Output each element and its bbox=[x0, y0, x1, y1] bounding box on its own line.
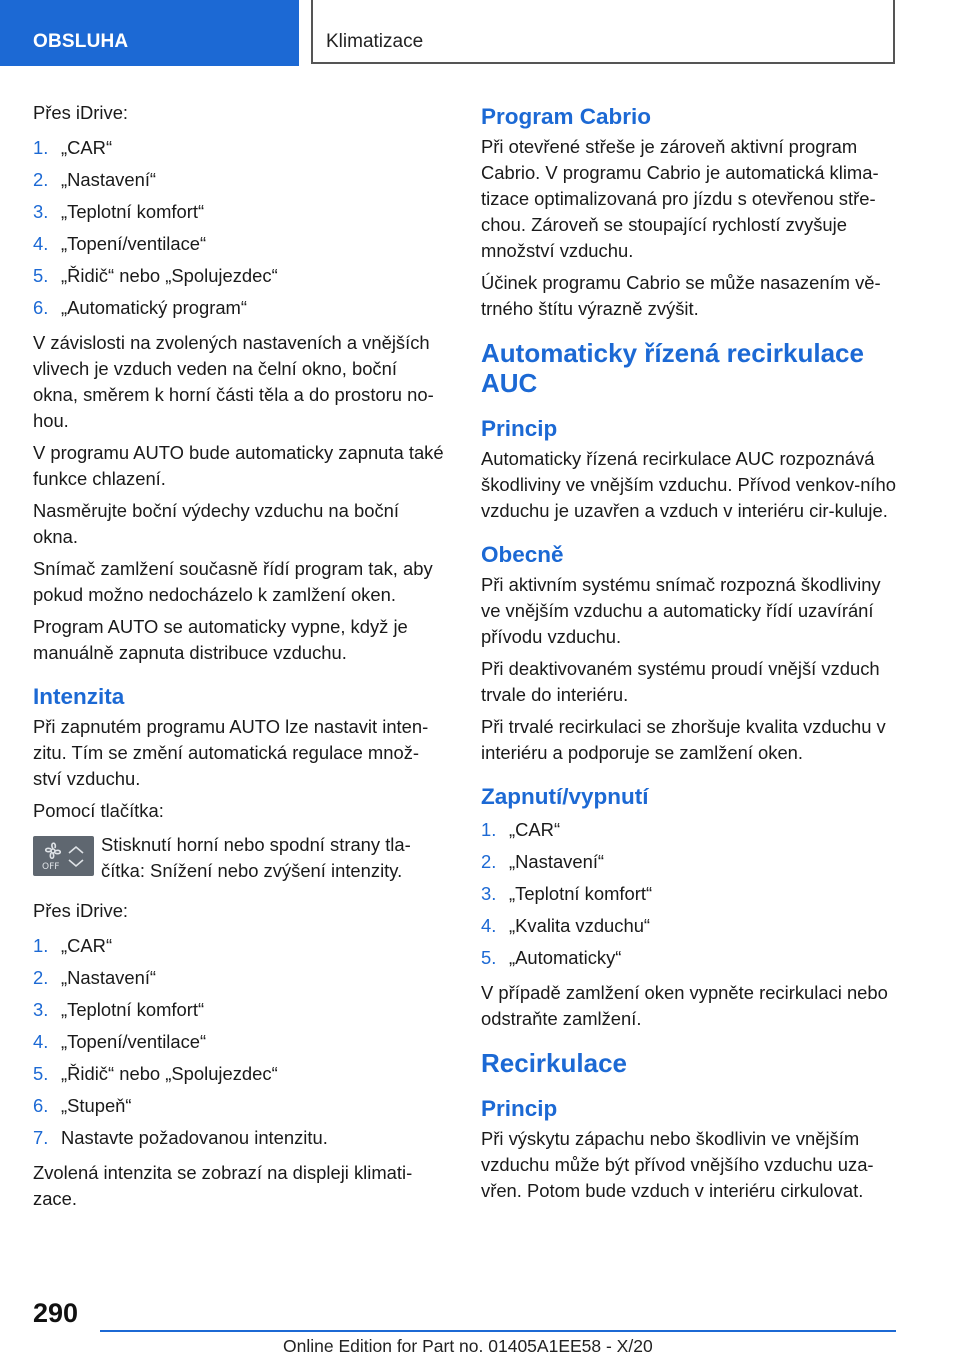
section-tab: OBSLUHA bbox=[0, 0, 299, 66]
paragraph: Automaticky řízená recirkulace AUC rozpoznává škodliviny ve vnějším vzduchu. Přívod venkov-ního vzduchu je uzavřen a vzduch v interiéru cir-kuluje. bbox=[481, 448, 897, 521]
paragraph: V případě zamlžení oken vypněte recirkulaci nebo odstraňte zamlžení. bbox=[481, 982, 888, 1029]
list-item: 3. „Teplotní komfort“ bbox=[33, 201, 205, 222]
paragraph: Při výskytu zápachu nebo škodlivin ve vnějším vzduchu může být přívod vnějšího vzduchu uza-vřen. Potom bude vzduch v interiéru cirkulovat. bbox=[481, 1128, 874, 1201]
button-description-text: Stisknutí horní nebo spodní strany tla-čítka: Snížení nebo zvýšení intenzity. bbox=[101, 834, 411, 881]
idrive-intro: Přes iDrive: bbox=[33, 102, 129, 123]
list-item: 1. „CAR“ bbox=[481, 819, 561, 840]
button-description bbox=[33, 832, 447, 884]
idrive-intro: Přes iDrive: bbox=[33, 900, 129, 921]
steps-list-auc bbox=[481, 814, 896, 974]
right-column bbox=[481, 100, 896, 1210]
list-item: 2. „Nastavení“ bbox=[481, 851, 605, 872]
paragraph: Při trvalé recirkulaci se zhoršuje kvalita vzduchu v interiéru a podporuje se zamlžení oken. bbox=[481, 716, 886, 763]
list-item: 3. „Teplotní komfort“ bbox=[33, 999, 205, 1020]
paragraph: Při deaktivovaném systému proudí vnější vzduch trvale do interiéru. bbox=[481, 658, 880, 705]
list-item: 2. „Nastavení“ bbox=[33, 169, 157, 190]
heading-intensity: Intenzita bbox=[33, 684, 125, 709]
paragraph: Nasměrujte boční výdechy vzduchu na boční okna. bbox=[33, 500, 399, 547]
list-item: 6. „Stupeň“ bbox=[33, 1095, 132, 1116]
paragraph: Pomocí tlačítka: bbox=[33, 800, 164, 821]
list-item: 1. „CAR“ bbox=[33, 935, 113, 956]
steps-list-auto bbox=[33, 132, 447, 324]
paragraph: Při aktivním systému snímač rozpozná škodliviny ve vnějším vzduchu a automaticky řídí uzavírání přívodu vzduchu. bbox=[481, 574, 881, 647]
paragraph: Snímač zamlžení současně řídí program tak, aby pokud možno nedocházelo k zamlžení oken. bbox=[33, 558, 433, 605]
heading-obecne: Obecně bbox=[481, 542, 564, 567]
edition-note: Online Edition for Part no. 01405A1EE58 - X/20 bbox=[283, 1336, 653, 1356]
list-item: 5. „Řidič“ nebo „Spolujezdec“ bbox=[33, 1063, 278, 1084]
list-item: 4. „Topení/ventilace“ bbox=[33, 233, 207, 254]
footer-divider bbox=[100, 1330, 896, 1332]
heading-recirkulace: Recirkulace bbox=[481, 1048, 627, 1078]
paragraph: V závislosti na zvolených nastaveních a vnějších vlivech je vzduch veden na čelní okno, boční okna, směrem k horní části těla a do prostoru no-hou. bbox=[33, 332, 434, 431]
heading-zapnuti: Zapnutí/vypnutí bbox=[481, 784, 649, 809]
heading-auc: Automaticky řízená recirkulace AUC bbox=[481, 338, 864, 398]
chapter-title: Klimatizace bbox=[311, 0, 895, 64]
list-item: 5. „Automaticky“ bbox=[481, 947, 622, 968]
heading-cabrio: Program Cabrio bbox=[481, 104, 652, 129]
page-number: 290 bbox=[33, 1298, 79, 1328]
svg-text:OFF: OFF bbox=[42, 862, 60, 872]
list-item: 2. „Nastavení“ bbox=[33, 967, 157, 988]
paragraph: Při otevřené střeše je zároveň aktivní program Cabrio. V programu Cabrio je automatická klima-tizace optimalizovaná pro jízdu s otevřenou stře-chou. Zároveň se stoupající rychlostí zvyšuje množství vzduchu. bbox=[481, 136, 879, 261]
paragraph: V programu AUTO bude automaticky zapnuta také funkce chlazení. bbox=[33, 442, 444, 489]
paragraph: Účinek programu Cabrio se může nasazením vě-trného štítu výrazně zvýšit. bbox=[481, 272, 881, 319]
list-item: 3. „Teplotní komfort“ bbox=[481, 883, 653, 904]
paragraph: Program AUTO se automaticky vypne, když je manuálně zapnuta distribuce vzduchu. bbox=[33, 616, 408, 663]
fan-button-icon bbox=[33, 836, 94, 876]
list-item: 4. „Topení/ventilace“ bbox=[33, 1031, 207, 1052]
heading-princip: Princip bbox=[481, 416, 558, 441]
list-item: 6. „Automatický program“ bbox=[33, 297, 247, 318]
list-item: 5. „Řidič“ nebo „Spolujezdec“ bbox=[33, 265, 278, 286]
paragraph: Při zapnutém programu AUTO lze nastavit inten-zitu. Tím se změní automatická regulace množ-ství vzduchu. bbox=[33, 716, 429, 789]
left-column bbox=[33, 100, 447, 1218]
page-header bbox=[0, 0, 960, 66]
paragraph: Zvolená intenzita se zobrazí na displeji klimati-zace. bbox=[33, 1162, 413, 1209]
list-item: 7. Nastavte požadovanou intenzitu. bbox=[33, 1127, 328, 1148]
heading-princip-2: Princip bbox=[481, 1096, 558, 1121]
list-item: 4. „Kvalita vzduchu“ bbox=[481, 915, 651, 936]
steps-list-intensity bbox=[33, 930, 447, 1154]
list-item: 1. „CAR“ bbox=[33, 137, 113, 158]
